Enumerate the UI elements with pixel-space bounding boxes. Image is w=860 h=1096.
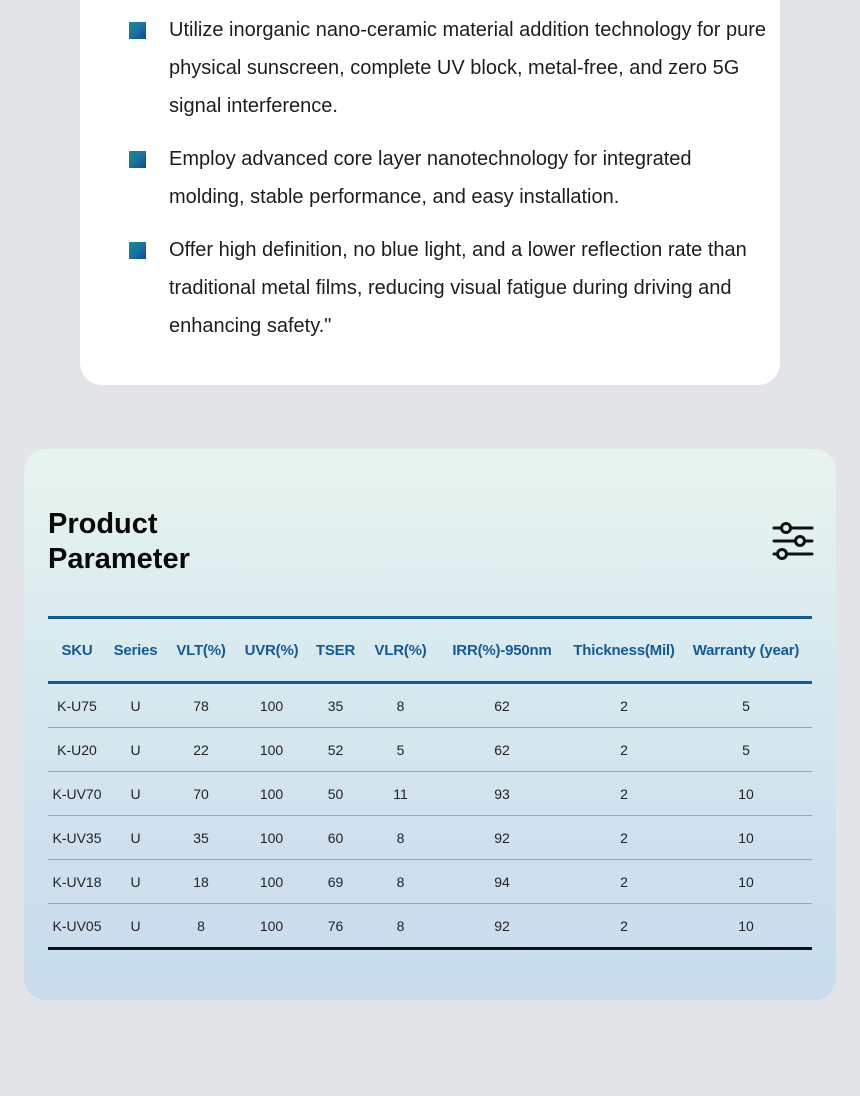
- table-cell: 69: [306, 860, 365, 904]
- table-cell: K-UV35: [48, 816, 106, 860]
- feature-text: Offer high definition, no blue light, and a lower reflection rate than traditional metal films, reducing visual fatigue during driving and enhancing safety.": [169, 239, 747, 337]
- column-header: Thickness(Mil): [568, 618, 680, 683]
- section-title-line-1: Product: [48, 508, 158, 540]
- square-bullet-icon: [129, 242, 146, 259]
- table-row: [48, 728, 812, 772]
- table-cell: 8: [197, 917, 205, 934]
- parameter-table: [48, 616, 812, 950]
- table-cell: 5: [365, 728, 436, 772]
- table-row: [48, 904, 812, 949]
- table-cell: 100: [237, 683, 306, 728]
- column-header: Warranty (year): [680, 618, 812, 683]
- settings-sliders-icon: [772, 521, 814, 561]
- feature-item: [129, 140, 769, 216]
- column-header: TSER: [306, 618, 365, 683]
- table-cell: K-U75: [48, 683, 106, 728]
- table-row: [48, 683, 812, 728]
- table-cell: 2: [568, 683, 680, 728]
- table-row: [48, 816, 812, 860]
- table-cell: 100: [237, 772, 306, 816]
- feature-text: Utilize inorganic nano-ceramic material addition technology for pure physical sunscreen, complete UV block, metal-free, and zero 5G signal interference.: [169, 19, 766, 117]
- table-cell: 2: [568, 772, 680, 816]
- column-header: VLT(%): [165, 618, 237, 683]
- table-row: [48, 772, 812, 816]
- square-bullet-icon: [129, 151, 146, 168]
- table-cell: 70: [165, 772, 237, 816]
- table-cell: 78: [165, 683, 237, 728]
- table-header-row: [48, 618, 812, 683]
- column-header: IRR(%)-950nm: [436, 618, 568, 683]
- table-cell: U: [106, 816, 165, 860]
- section-title-line-2: Parameter: [48, 543, 190, 575]
- feature-list: [129, 11, 769, 360]
- table-cell: 18: [165, 860, 237, 904]
- table-cell: 100: [237, 728, 306, 772]
- table-cell: U: [106, 683, 165, 728]
- table-cell: 62: [436, 728, 568, 772]
- square-bullet-icon: [129, 22, 146, 39]
- table-cell: 8: [365, 683, 436, 728]
- table-cell: 8: [365, 860, 436, 904]
- table-cell: 62: [436, 683, 568, 728]
- table-cell: 52: [306, 728, 365, 772]
- table-row: [48, 860, 812, 904]
- table-cell: 2: [568, 860, 680, 904]
- table-cell: 2: [568, 816, 680, 860]
- table-cell: U: [106, 860, 165, 904]
- table-cell: U: [106, 772, 165, 816]
- column-header: VLR(%): [365, 618, 436, 683]
- table-cell: 92: [494, 917, 510, 934]
- feature-card: [80, 0, 780, 385]
- table-cell: 10: [738, 917, 754, 934]
- column-header: SKU: [48, 618, 106, 683]
- table-cell: 10: [680, 816, 812, 860]
- table-cell: K-U20: [48, 728, 106, 772]
- table-cell: 35: [165, 816, 237, 860]
- table-cell: K-UV18: [48, 860, 106, 904]
- table-cell: 8: [365, 816, 436, 860]
- table-cell: 100: [237, 816, 306, 860]
- table-cell: U: [106, 728, 165, 772]
- table-cell: 5: [680, 683, 812, 728]
- column-header: Series: [106, 618, 165, 683]
- table-cell: 76: [327, 917, 344, 934]
- table-cell: K-UV70: [48, 772, 106, 816]
- feature-item: [129, 11, 769, 125]
- column-header: UVR(%): [237, 618, 306, 683]
- table-cell: 100: [259, 917, 284, 934]
- table-cell: 2: [620, 917, 628, 934]
- table-cell: 22: [165, 728, 237, 772]
- section-title: [48, 507, 190, 577]
- table-cell: 10: [680, 772, 812, 816]
- feature-item: [129, 231, 769, 345]
- product-parameter-card: [24, 449, 836, 1000]
- table-cell: 5: [680, 728, 812, 772]
- table-cell: 93: [436, 772, 568, 816]
- table-cell: 2: [568, 728, 680, 772]
- table-cell: 50: [306, 772, 365, 816]
- table-cell: 94: [436, 860, 568, 904]
- table-cell: 8: [396, 917, 405, 934]
- table-cell: 10: [680, 860, 812, 904]
- table-cell: 60: [306, 816, 365, 860]
- table-cell: K-UV05: [52, 917, 102, 934]
- table-cell: 92: [436, 816, 568, 860]
- table-cell: U: [130, 917, 141, 934]
- table-cell: 35: [306, 683, 365, 728]
- table-cell: 100: [237, 860, 306, 904]
- feature-text: Employ advanced core layer nanotechnology for integrated molding, stable performance, and easy installation.: [169, 148, 692, 208]
- table-cell: 11: [365, 772, 436, 816]
